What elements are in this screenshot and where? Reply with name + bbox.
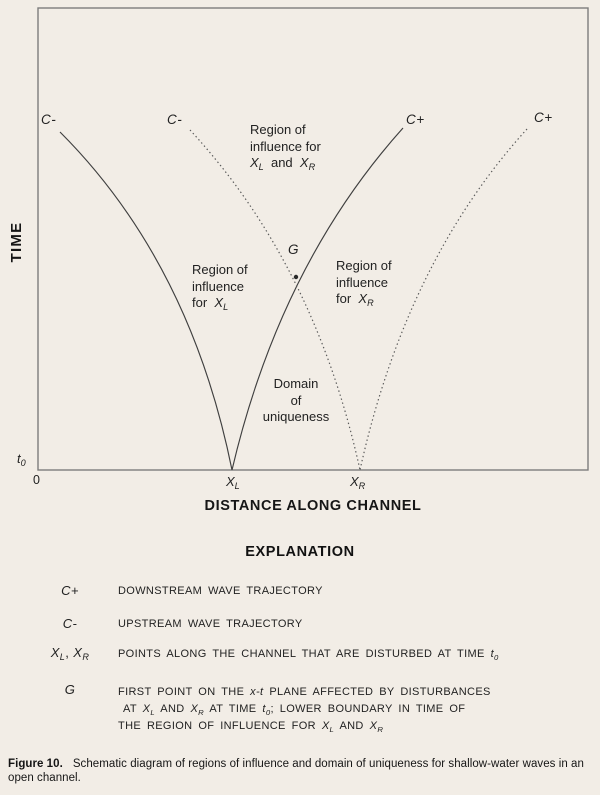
region-right-line3: for $X_R$ [336,291,374,309]
region-left-line1: Region of [192,262,248,277]
region-influence-both-label [250,122,321,173]
point-g-label: G [288,242,300,257]
legend-text-c-plus: DOWNSTREAM WAVE TRAJECTORY [118,585,323,597]
explanation-title: EXPLANATION [245,544,355,560]
region-right-line2: influence [336,274,389,290]
legend-text-c-minus: UPSTREAM WAVE TRAJECTORY [118,618,303,630]
y-axis-title: TIME [8,221,25,263]
c-plus-label-solid: C+ [406,112,425,127]
c-minus-label-solid: C- [41,112,57,127]
origin-tick-label: 0 [33,473,40,487]
legend-text-g-line2: AT $X_L$ AND $X_R$ AT TIME $t_0$; LOWER BOUNDARY IN TIME OF [123,703,466,717]
legend-text-g-line1: FIRST POINT ON THE x-t PLANE AFFECTED BY DISTURBANCES [118,686,491,698]
domain-of-uniqueness-label [251,376,341,426]
legend-symbol-c-plus: C+ [61,583,79,598]
xr-tick-label: $X_R$ [350,474,366,492]
domain-line3: uniqueness [262,409,330,424]
figure-caption [8,757,596,785]
figure-caption-text: Schematic diagram of regions of influence and domain of uniqueness for shallow-water waves in an open channel. [8,758,584,784]
region-left-line2: influence [192,278,245,294]
c-minus-label-dotted: C- [167,112,183,127]
region-both-line3: $X_L$ and $X_R$ [250,155,316,173]
point-g-dot [294,275,298,279]
region-influence-xl-label [192,262,248,313]
legend-text-xl-xr: POINTS ALONG THE CHANNEL THAT ARE DISTURBED AT TIME $t_0$ [118,648,499,662]
region-both-line1: Region of [250,122,306,137]
region-influence-xr-label [336,258,392,309]
figure-caption-number: Figure 10. [8,758,63,770]
t0-tick-label: $t_0$ [17,451,26,469]
legend-text-g-line3: THE REGION OF INFLUENCE FOR $X_L$ AND $X_R$ [118,720,384,734]
legend-symbol-c-minus: C- [62,616,78,631]
legend-symbol-xl-xr: $X_L$, $X_R$ [50,645,90,663]
x-axis-title: DISTANCE ALONG CHANNEL [204,498,422,514]
xl-tick-label: $X_L$ [226,474,240,492]
region-left-line3: for $X_L$ [192,295,229,313]
c-plus-label-dotted: C+ [534,110,553,125]
region-both-line2: influence for [250,138,321,154]
domain-line2: of [290,392,302,408]
domain-line1: Domain [273,376,319,391]
legend-symbol-g: G [64,682,76,697]
region-right-line1: Region of [336,258,392,273]
